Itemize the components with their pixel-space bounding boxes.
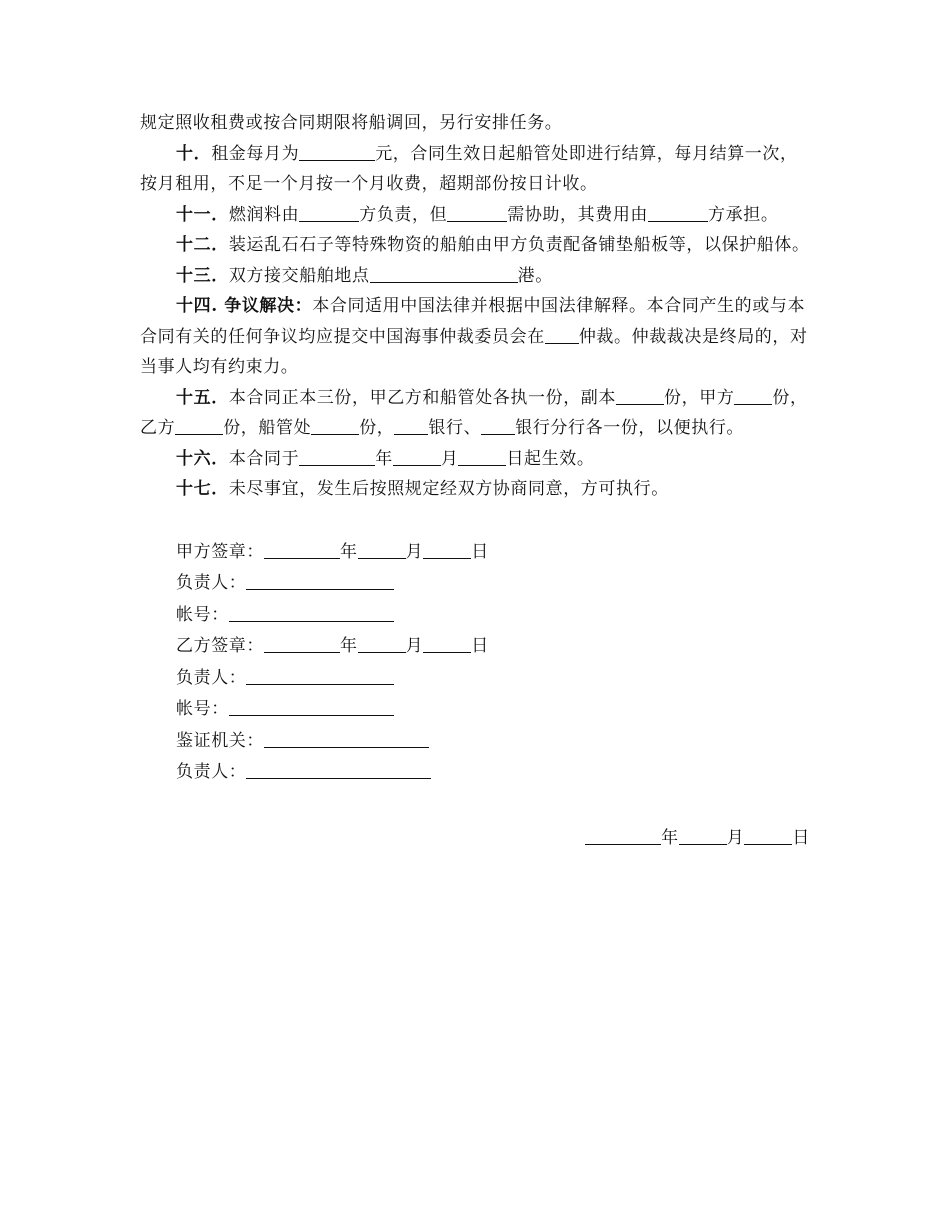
party-b-account-blank[interactable] [229,695,394,716]
clause-text: 燃润料由 [228,204,300,225]
clause-text: 双方接交船舶地点 [228,265,370,286]
clause-17 [140,474,810,505]
clause-text: 装运乱石石子等特殊物资的船舶由甲方负责配备铺垫船板等，以保护船体。 [228,235,810,255]
clause-text: 港。 [517,265,553,286]
party-a-label: 甲方签章： [176,541,264,562]
party-b-month-blank[interactable] [358,632,406,653]
cost-party-blank[interactable] [648,201,708,222]
clause-text: 元，合同生效日起船管处即进行结算，每月结算一次，按月租用，不足一个月按一个月收费，超期部份按日计收。 [140,143,798,194]
bank-2-blank[interactable] [481,414,515,435]
party-a-month-blank[interactable] [358,538,406,559]
year-label: 年 [340,636,358,656]
clause-12 [140,230,810,261]
footer-day-blank[interactable] [744,824,792,845]
clause-text: 份， [359,418,395,438]
month-label: 月 [405,636,424,656]
clause-text: 仲裁。仲裁裁决是终局的，对当事人均有约束力。 [140,326,808,377]
copies-office-blank[interactable] [311,414,359,435]
party-a-account-row [176,600,810,632]
person-label: 负责人： [176,667,247,688]
party-b-person-blank[interactable] [246,664,394,685]
clause-text: 份，甲方 [664,387,735,408]
party-b-label: 乙方签章： [176,636,264,656]
footer-date [140,823,810,853]
clause-number: 十一． [176,204,229,225]
clause-text: 年 [375,448,393,469]
day-label: 日 [471,541,489,562]
clause-text: 银行分行各一份，以便执行。 [515,418,745,438]
clause-11 [140,200,810,231]
clause-text: 本合同正本三份，甲乙方和船管处各执一份，副本 [228,387,617,408]
footer-month-blank[interactable] [679,824,727,845]
clause-text: 本合同于 [228,448,300,469]
party-a-day-blank[interactable] [423,538,471,559]
party-b-signature-row [176,631,810,663]
year-label: 年 [340,541,358,562]
month-label: 月 [405,541,424,562]
month-label: 月 [726,827,745,848]
authority-person-blank[interactable] [246,758,431,779]
effective-year-blank[interactable] [299,445,375,466]
arbitration-place-blank[interactable] [545,323,579,344]
year-label: 年 [661,827,679,848]
footer-year-blank[interactable] [585,824,661,845]
authority-label: 鉴证机关： [176,730,264,751]
copies-blank[interactable] [616,384,664,405]
account-label: 帐号： [176,699,229,719]
clause-13 [140,261,810,292]
clause-text: 方承担。 [708,204,779,225]
clause-text: 份，船管处 [223,418,312,438]
account-label: 帐号： [176,604,229,625]
clause-text: 本合同适用中国法律并根据中国法律解释。本合同产生的或与本合同有关的任何争议均应提交中国海事仲裁委员会在 [140,296,806,347]
signature-block [140,537,810,789]
effective-day-blank[interactable] [458,445,506,466]
party-b-year-blank[interactable] [264,632,340,653]
party-a-person-blank[interactable] [246,569,394,590]
authority-row [176,726,810,758]
day-label: 日 [471,636,489,656]
clause-number: 十四. 争议解决： [176,296,313,316]
clause-number: 十二． [176,235,229,255]
day-label: 日 [792,827,810,848]
party-b-day-blank[interactable] [423,632,471,653]
clause-number: 十． [176,143,212,164]
clause-text: 需协助，其费用由 [507,204,649,225]
port-blank[interactable] [370,262,518,283]
rent-amount-blank[interactable] [299,140,375,161]
clause-number: 十七． [176,479,229,499]
person-label: 负责人： [176,762,247,782]
clause-number: 十六． [176,448,229,469]
clause-text: 未尽事宜，发生后按照规定经双方协商同意，方可执行。 [228,479,669,499]
clause-text: 月 [440,448,459,469]
contract-page [140,108,810,853]
clause-14 [140,291,810,383]
clause-15 [140,383,810,444]
clause-text: 租金每月为 [211,143,300,164]
party-a-person-row [176,568,810,600]
copies-party-b-blank[interactable] [175,414,223,435]
clause-text: 方负责，但 [359,204,448,225]
party-a-signature-row [176,537,810,569]
party-a-year-blank[interactable] [264,538,340,559]
party-b-person-row [176,663,810,695]
clause-10 [140,139,810,200]
authority-blank[interactable] [264,727,429,748]
clause-text: 份，乙方 [140,387,808,438]
fuel-party-blank[interactable] [299,201,359,222]
clause-continuation: 规定照收租费或按合同期限将船调回，另行安排任务。 [140,113,563,133]
bank-1-blank[interactable] [394,414,428,435]
party-a-account-blank[interactable] [229,601,394,622]
clause-number: 十三． [176,265,229,286]
party-b-account-row [176,694,810,726]
clause-text: 银行、 [428,418,482,438]
person-label: 负责人： [176,573,247,593]
assist-party-blank[interactable] [447,201,507,222]
clause-text: 日起生效。 [506,448,595,469]
copies-party-a-blank[interactable] [734,384,772,405]
authority-person-row [176,757,810,789]
effective-month-blank[interactable] [393,445,441,466]
clause-number: 十五． [176,387,229,408]
clause-16 [140,444,810,475]
